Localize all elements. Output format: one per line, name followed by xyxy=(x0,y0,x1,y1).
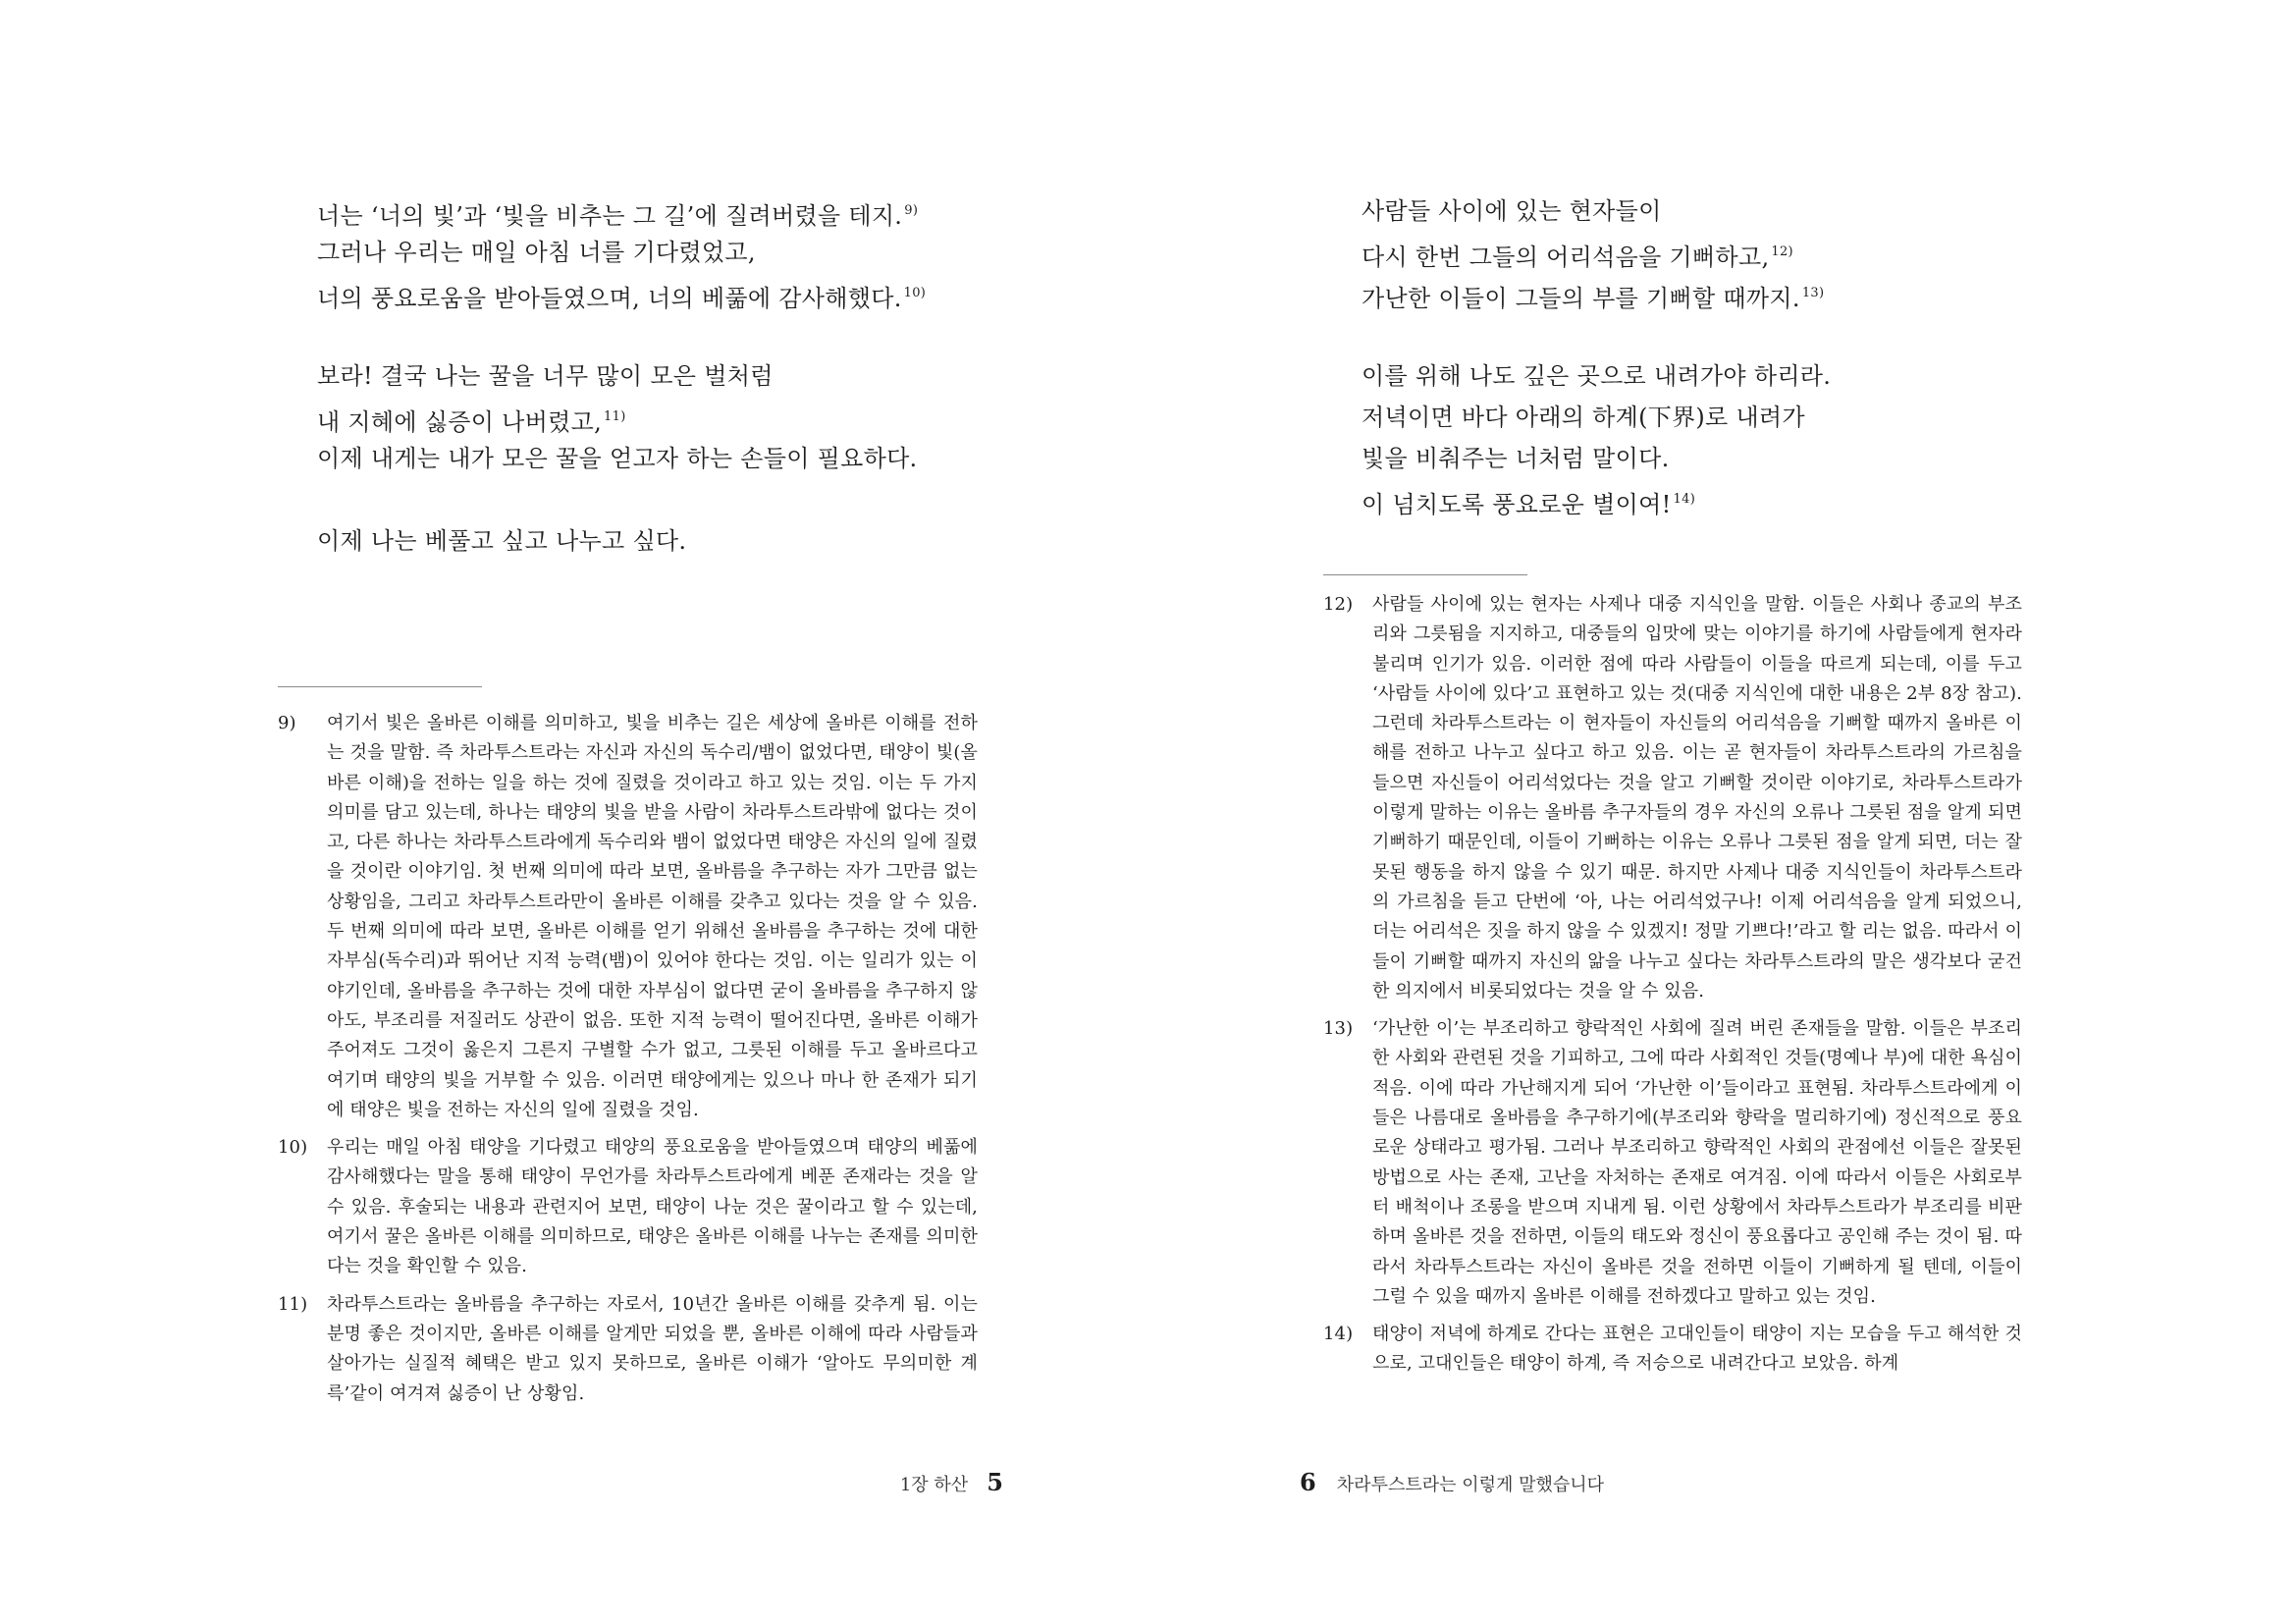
running-head: 1장 하산 xyxy=(899,1475,969,1495)
footnote-ref: 13) xyxy=(1801,286,1825,300)
footnote-divider xyxy=(1323,574,1527,575)
verse-text: 이제 나는 베풀고 싶고 나누고 싶다. xyxy=(317,527,687,555)
verse-text: 너의 풍요로움을 받아들였으며, 너의 베풂에 감사해했다. xyxy=(317,285,902,312)
footnote xyxy=(1323,1014,2022,1312)
right-page xyxy=(1148,0,2296,1624)
verse-block xyxy=(317,190,1063,562)
footnote-ref: 12) xyxy=(1771,244,1793,259)
verse-line xyxy=(317,438,1063,479)
verse-line xyxy=(317,520,1063,562)
footnote-ref: 9) xyxy=(904,203,919,218)
footnote-number: 9) xyxy=(278,713,296,733)
verse-block xyxy=(1362,190,2147,520)
footnote-text: 우리는 매일 아침 태양을 기다렸고 태양의 풍요로움을 받아들였으며 태양의 베풂에 감사해했다는 말을 통해 태양이 무언가를 차라투스트라에게 베푼 존재라는 것을 알 수 있음. 후술되는 내용과 관련지어 보면, 태양이 나눈 것은 꿀이라고 할 수 있는데, 여기서 꿀은 올바른 이해를 의미하므로, 태양은 올바른 이해를 나누는 존재를 의미한다는 것을 확인할 수 있음. xyxy=(327,1137,978,1277)
verse-line xyxy=(317,355,1063,397)
footnote-ref: 14) xyxy=(1673,492,1696,507)
footnote-text: ‘가난한 이’는 부조리하고 향락적인 사회에 질려 버린 존재들을 말함. 이들은 부조리한 사회와 관련된 것을 기피하고, 그에 따라 사회적인 것들(명예나 부)에 대한 욕심이 적음. 이에 따라 가난해지게 되어 ‘가난한 이’들이라고 표현됨. 차라투스트라에게 이들은 나름대로 올바름을 추구하기에(부조리와 향락을 멀리하기에) 정신적으로 풍요로운 상태라고 평가됨. 그러나 부조리하고 향락적인 사회의 관점에선 이들은 잘못된 방법으로 사는 존재, 고난을 자처하는 존재로 여겨짐. 이에 따라서 이들은 사회로부터 배척이나 조롱을 받으며 지내게 됨. 이런 상황에서 차라투스트라가 부조리를 비판하며 올바른 것을 전하면, 이들의 태도와 정신이 풍요롭다고 공인해 주는 것이 됨. 따라서 차라투스트라는 자신이 올바른 것을 전하면 이들이 기뻐하게 될 텐데, 이들이 그럴 수 있을 때까지 올바른 이해를 전하겠다고 말하고 있는 것임. xyxy=(1372,1018,2022,1307)
verse-text: 다시 한번 그들의 어리석음을 기뻐하고, xyxy=(1362,244,1770,271)
page-footer xyxy=(0,1468,1003,1496)
verse-text: 내 지혜에 싫증이 나버렸고, xyxy=(317,408,603,436)
footnotes xyxy=(278,709,978,1417)
running-head: 차라투스트라는 이렇게 말했습니다 xyxy=(1336,1475,1605,1495)
verse-text: 사람들 사이에 있는 현자들이 xyxy=(1362,197,1662,225)
verse-line xyxy=(1362,232,2147,273)
footnote-text: 사람들 사이에 있는 현자는 사제나 대중 지식인을 말함. 이들은 사회나 종교의 부조리와 그릇됨을 지지하고, 대중들의 입맛에 맞는 이야기를 하기에 사람들에게 현자라 불리며 인기가 있음. 이러한 점에 따라 사람들이 이들을 따르게 되는데, 이를 두고 ‘사람들 사이에 있다’고 표현하고 있는 것(대중 지식인에 대한 내용은 2부 8장 참고). 그런데 차라투스트라는 이 현자들이 자신들의 어리석음을 기뻐할 때까지 올바른 이해를 전하고 나누고 싶다고 하고 있음. 이는 곧 현자들이 차라투스트라의 가르침을 들으면 자신들이 어리석었다는 것을 알고 기뻐할 것이란 이야기로, 차라투스트라가 이렇게 말하는 이유는 올바름 추구자들의 경우 자신의 오류나 그릇된 점을 알게 되면 기뻐하기 때문인데, 이들이 기뻐하는 이유는 오류나 그릇된 점을 알게 되면, 더는 잘못된 행동을 하지 않을 수 있기 때문. 하지만 사제나 대중 지식인들이 차라투스트라의 가르침을 듣고 단번에 ‘아, 나는 어리석었구나! 이제 어리석음을 알게 되었으니, 더는 어리석은 짓을 하지 않을 수 있겠지! 정말 기쁘다!’라고 할 리는 없음. 따라서 이들이 기뻐할 때까지 자신의 앎을 나누고 싶다는 차라투스트라의 말은 생각보다 굳건한 의지에서 비롯되었다는 것을 알 수 있음. xyxy=(1372,594,2022,1001)
verse-line xyxy=(1362,438,2147,479)
verse-line xyxy=(1362,397,2147,438)
footnote-text: 차라투스트라는 올바름을 추구하는 자로서, 10년간 올바른 이해를 갖추게 됨. 이는 분명 좋은 것이지만, 올바른 이해를 알게만 되었을 뿐, 올바른 이해에 따라 사람들과 살아가는 실질적 혜택은 받고 있지 못하므로, 올바른 이해가 ‘알아도 무의미한 계륵’같이 여겨져 싫증이 난 상황임. xyxy=(327,1293,978,1404)
verse-line xyxy=(317,397,1063,438)
page-number: 6 xyxy=(1300,1468,1316,1496)
footnote-text: 여기서 빛은 올바른 이해를 의미하고, 빛을 비추는 길은 세상에 올바른 이해를 전하는 것을 말함. 즉 차라투스트라는 자신과 자신의 독수리/뱀이 없었다면, 태양이 빛(올바른 이해)을 전하는 일을 하는 것에 질렸을 것이라고 하고 있는 것임. 이는 두 가지 의미를 담고 있는데, 하나는 태양의 빛을 받을 사람이 차라투스트라밖에 없다는 것이고, 다른 하나는 차라투스트라에게 독수리와 뱀이 없었다면 태양은 자신의 일에 질렸을 것이란 이야기임. 첫 번째 의미에 따라 보면, 올바름을 추구하는 자가 그만큼 없는 상황임을, 그리고 차라투스트라만이 올바른 이해를 갖추고 있다는 것을 알 수 있음. 두 번째 의미에 따라 보면, 올바른 이해를 얻기 위해선 올바름을 추구하는 것에 대한 자부심(독수리)과 뛰어난 지적 능력(뱀)이 있어야 한다는 것임. 이는 일리가 있는 이야기인데, 올바름을 추구하는 것에 대한 자부심이 없다면 굳이 올바름을 추구하지 않아도, 부조리를 저질러도 상관이 없음. 또한 지적 능력이 떨어진다면, 올바른 이해가 주어져도 그것이 옳은지 그른지 구별할 수가 없고, 그릇된 이해를 두고 올바르다고 여기며 태양의 빛을 거부할 수 있음. 이러면 태양에게는 있으나 마나 한 존재가 되기에 태양은 빛을 전하는 자신의 일에 질렸을 것임. xyxy=(327,713,978,1120)
verse-text: 너는 ‘너의 빛’과 ‘빛을 비추는 그 길’에 질려버렸을 테지. xyxy=(317,202,903,230)
verse-text: 이제 내게는 내가 모은 꿀을 얻고자 하는 손들이 필요하다. xyxy=(317,445,918,472)
verse-text: 빛을 비춰주는 너처럼 말이다. xyxy=(1362,445,1670,472)
verse-text: 이 넘치도록 풍요로운 별이여! xyxy=(1362,491,1672,518)
stanza-break xyxy=(1362,314,2147,355)
verse-line xyxy=(1362,479,2147,520)
verse-line xyxy=(1362,273,2147,314)
footnote xyxy=(278,1133,978,1281)
page-footer xyxy=(1300,1468,1604,1496)
footnote-number: 14) xyxy=(1323,1324,1354,1345)
footnote xyxy=(1323,1320,2022,1380)
footnote xyxy=(278,1290,978,1409)
verse-text: 가난한 이들이 그들의 부를 기뻐할 때까지. xyxy=(1362,285,1800,312)
verse-line xyxy=(317,273,1063,314)
verse-line xyxy=(317,232,1063,273)
stanza-break xyxy=(317,479,1063,520)
footnote-number: 11) xyxy=(278,1293,308,1315)
footnote-number: 13) xyxy=(1323,1018,1354,1040)
footnote xyxy=(278,709,978,1125)
verse-text: 보라! 결국 나는 꿀을 너무 많이 모은 벌처럼 xyxy=(317,362,774,390)
verse-text: 그러나 우리는 매일 아침 너를 기다렸었고, xyxy=(317,239,756,266)
footnote-text: 태양이 저녁에 하계로 간다는 표현은 고대인들이 태양이 지는 모습을 두고 해석한 것으로, 고대인들은 태양이 하계, 즉 저승으로 내려간다고 보았음. 하계 xyxy=(1372,1324,2022,1375)
verse-text: 이를 위해 나도 깊은 곳으로 내려가야 하리라. xyxy=(1362,362,1832,390)
footnote-ref: 10) xyxy=(903,286,927,300)
verse-line xyxy=(317,190,1063,232)
footnotes xyxy=(1323,590,2022,1387)
footnote-ref: 11) xyxy=(604,409,626,424)
verse-line xyxy=(1362,190,2147,232)
verse-line xyxy=(1362,355,2147,397)
footnote xyxy=(1323,590,2022,1006)
stanza-break xyxy=(317,314,1063,355)
footnote-number: 12) xyxy=(1323,594,1354,615)
verse-text: 저녁이면 바다 아래의 하계(下界)로 내려가 xyxy=(1362,404,1805,431)
page-number: 5 xyxy=(987,1468,1003,1496)
footnote-number: 10) xyxy=(278,1137,308,1159)
footnote-divider xyxy=(278,686,482,687)
